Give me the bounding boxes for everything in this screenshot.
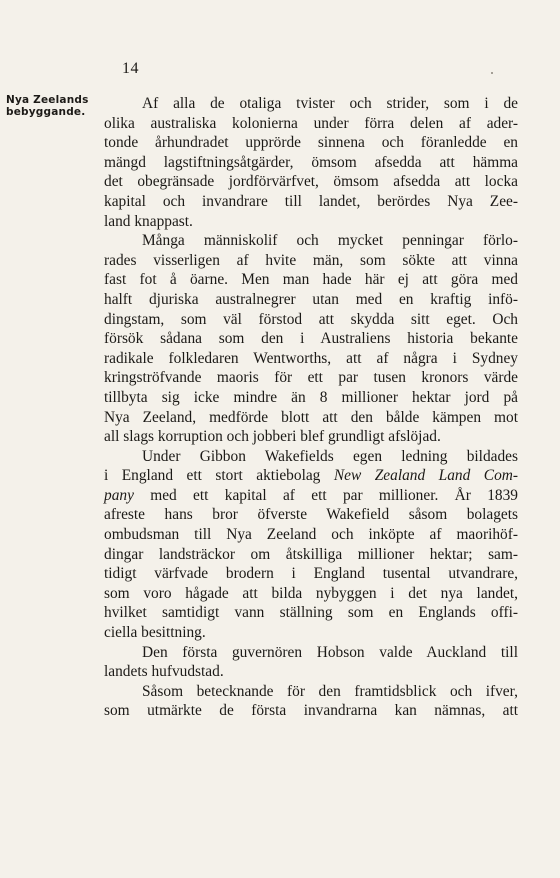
paragraph-3 [104,447,518,643]
text-line: Såsom betecknande för den framtidsblick och ifver, [142,682,518,700]
text-line: tidigt värfvade brodern i England tusental utvandrare, [104,565,518,583]
text-line: Många människolif och mycket penningar förlo- [142,232,518,250]
text-line: landets hufvudstad. [104,663,224,681]
text-line: dingstam, som väl förstod att skydda sitt eget. Och [104,310,518,328]
text-line: kapital och invandrare till landet, berördes Nya Zee- [104,192,518,210]
text-line: Af alla de otaliga tvister och strider, som i de [142,95,518,112]
paragraph-5 [104,682,518,721]
body-text [104,94,518,721]
text-line: ciella besittning. [104,624,206,642]
text-line: försök sådana som den i Australiens historia bekante [104,330,518,348]
text-line: hvilket samtidigt vann ställning som en Englands offi- [104,604,518,622]
page-number: 14 [122,60,139,77]
paragraph-1 [104,94,518,231]
paragraph-2 [104,231,518,447]
margin-note-line-1: Nya Zeelands [6,94,89,106]
text-line: ombudsman till Nya Zeeland och inköpte af maorihöf- [104,526,518,544]
text-line: dingar landsträckor om åtskilliga millioner hektar; sam- [104,545,518,563]
company-name-italic: New Zealand Land Com- [333,467,519,485]
margin-note-line-2: bebyggande. [6,106,86,118]
text-line: afreste hans bror öfverste Wakefield såsom bolagets [104,506,518,524]
paragraph-4 [104,643,518,682]
text-line: tonde århundradet upprörde sinnena och föranledde en [104,134,518,152]
text-line: mängd lagstiftningsåtgärder, ömsom afsedda att hämma [104,153,518,171]
margin-note [6,94,100,118]
text-line: olika australiska kolonierna under förra delen af ader- [104,114,518,132]
text-line: land knappast. [104,212,193,230]
text-line: som utmärkte de första invandrarna kan nämnas, att [104,702,518,720]
text-line: det obegränsade jordförvärfvet, ömsom afsedda att locka [104,173,518,191]
company-name-italic-cont: pany [104,486,134,504]
text-line: Under Gibbon Wakefields egen ledning bildades [142,447,518,465]
text-line: all slags korruption och jobberi blef grundligt afslöjad. [104,428,441,446]
text-run: i England ett stort aktiebolag [104,467,334,485]
text-line-mixed [104,466,518,486]
text-line: halft djuriska australnegrer utan med en kraftig infö- [104,290,518,308]
text-line: Den första guvernören Hobson valde Auckland till [142,643,518,661]
text-line: tillbyta sig icke mindre än 8 millioner hektar jord på [104,388,518,406]
text-line: radikale folkledaren Wentworths, att af några i Sydney [104,349,518,367]
text-line: som voro hågade att bilda nybyggen i det nya landet, [104,584,518,602]
text-line: fast fot å öarne. Men man hade här ej att göra med [104,271,518,289]
text-run: med ett kapital af ett par millioner. År 1839 [133,486,518,504]
text-line: rades visserligen af hvite män, som sökte att vinna [104,251,518,269]
text-line: kringströfvande maoris för ett par tusen kronors värde [104,369,518,387]
text-line: Nya Zeeland, medförde blott att den bålde kämpen mot [104,408,518,426]
print-speck [491,72,493,74]
text-line-mixed [104,486,518,506]
